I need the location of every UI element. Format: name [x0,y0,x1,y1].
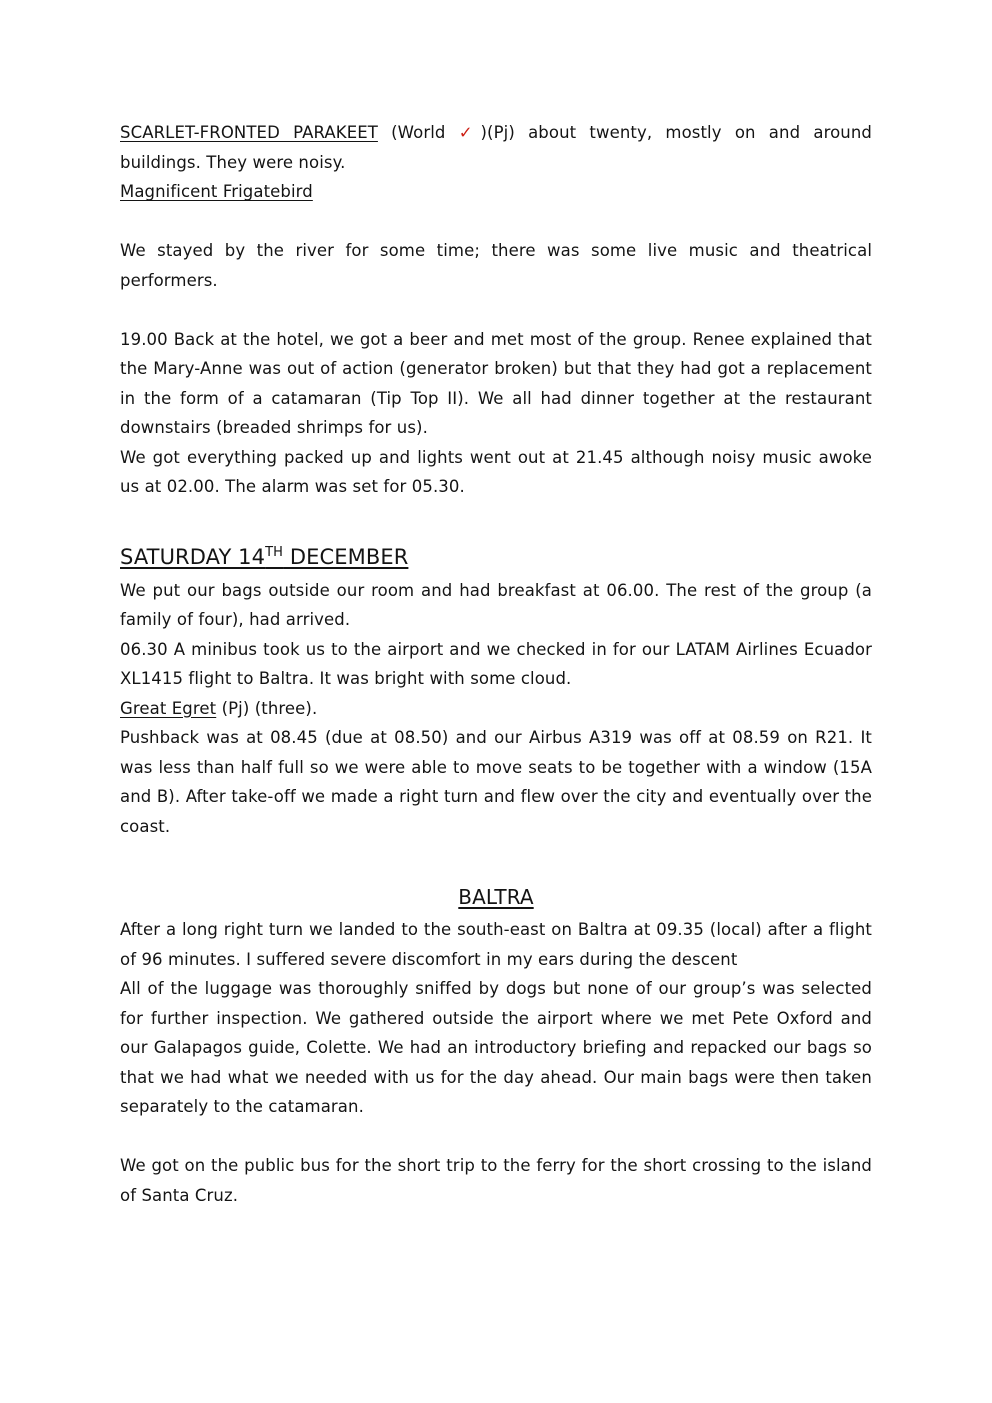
text-segment: DECEMBER [283,544,409,569]
bird-record-magnificent-frigatebird [120,177,872,207]
ordinal-superscript: TH [265,544,284,560]
paragraph-luggage [120,974,872,1122]
paragraph-river [120,236,872,295]
text-segment: We stayed by the river for some time; there was some live music and theatrical performers. [120,241,872,290]
document-content [120,118,872,1210]
text-segment: SCARLET-FRONTED PARAKEET [120,123,378,142]
text-segment: We put our bags outside our room and had breakfast at 06.00. The rest of the group (a family of four), had arrived. [120,580,872,629]
text-segment: )(Pj) about twenty, mostly on and around buildings. They were noisy. [120,123,872,172]
text-segment: Great Egret [120,698,217,718]
text-segment: After a long right turn we landed to the south-east on Baltra at 09.35 (local) after a flight of 96 minutes. I suffered severe discomfort in my ears during the descent [120,920,872,969]
text-segment: BALTRA [458,885,534,909]
text-segment: 19.00 Back at the hotel, we got a beer and met most of the group. Renee explained that the Mary-Anne was out of action (generator broken) but that they had got a replacement in the form of a catamaran (Tip Top II). We all had dinner together at the restaurant downstairs (breaded shrimps for us). [120,329,872,437]
bird-record-scarlet-fronted-parakeet [120,118,872,177]
text-segment: 06.30 A minibus took us to the airport and we checked in for our LATAM Airlines Ecuador XL1415 flight to Baltra. It was bright with some cloud. [120,639,872,688]
text-segment: Pushback was at 08.45 (due at 08.50) and our Airbus A319 was off at 08.59 on R21. It was less than half full so we were able to move seats to be together with a window (15A and B). After take-off we made a right turn and flew over the city and eventually over the coast. [120,728,872,836]
text-segment: We got everything packed up and lights went out at 21.45 although noisy music awoke us at 02.00. The alarm was set for 05.30. [120,447,872,496]
paragraph-packed-up [120,443,872,502]
paragraph-public-bus [120,1151,872,1210]
text-segment: (Pj) (three). [216,698,318,718]
blank-line [120,295,872,325]
heading-saturday-14-december [120,540,872,574]
text-segment: SATURDAY 14 [120,544,266,569]
text-segment: All of the luggage was thoroughly sniffed by dogs but none of our group’s was selected for further inspection. We gathered outside the airport where we met Pete Oxford and our Galapagos guide, Colette. We had an introductory briefing and repacked our bags so that we had what we needed with us for the day ahead. Our main bags were then taken separately to the catamaran. [120,979,872,1116]
bird-record-great-egret [120,694,872,724]
paragraph-landing [120,915,872,974]
blank-line [120,1122,872,1152]
paragraph-hotel-evening [120,325,872,443]
blank-line [120,502,872,536]
paragraph-flight [120,723,872,841]
blank-line [120,841,872,877]
text-segment: Magnificent Frigatebird [120,182,313,201]
paragraph-breakfast [120,576,872,635]
paragraph-minibus-airport [120,635,872,694]
blank-line [120,207,872,237]
heading-baltra [120,881,872,913]
text-segment: (World [377,123,459,142]
text-segment: We got on the public bus for the short trip to the ferry for the short crossing to the island of Santa Cruz. [120,1156,872,1205]
red-checkmark-icon: ✓ [458,123,481,142]
